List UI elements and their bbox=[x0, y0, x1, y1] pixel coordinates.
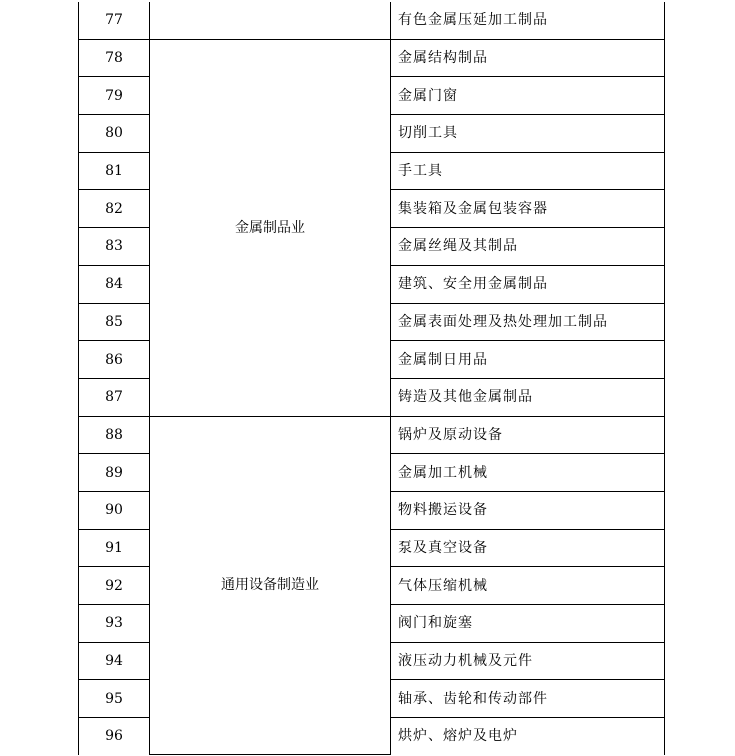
item-name: 气体压缩机械 bbox=[391, 567, 665, 605]
table-row bbox=[79, 39, 665, 77]
table-row bbox=[79, 416, 665, 454]
item-name: 建筑、安全用金属制品 bbox=[391, 265, 665, 303]
item-name: 金属结构制品 bbox=[391, 39, 665, 77]
item-name: 金属丝绳及其制品 bbox=[391, 228, 665, 266]
row-number: 88 bbox=[79, 416, 150, 454]
row-number: 96 bbox=[79, 718, 150, 755]
row-number: 93 bbox=[79, 605, 150, 643]
item-name: 集装箱及金属包装容器 bbox=[391, 190, 665, 228]
row-number: 82 bbox=[79, 190, 150, 228]
item-name: 阀门和旋塞 bbox=[391, 605, 665, 643]
item-name: 烘炉、熔炉及电炉 bbox=[391, 718, 665, 755]
item-name: 金属表面处理及热处理加工制品 bbox=[391, 303, 665, 341]
category-cell bbox=[150, 2, 391, 39]
row-number: 90 bbox=[79, 491, 150, 529]
category-cell: 金属制品业 bbox=[150, 39, 391, 416]
row-number: 81 bbox=[79, 152, 150, 190]
row-number: 94 bbox=[79, 642, 150, 680]
item-name: 切削工具 bbox=[391, 115, 665, 153]
item-name: 锅炉及原动设备 bbox=[391, 416, 665, 454]
row-number: 84 bbox=[79, 265, 150, 303]
row-number: 89 bbox=[79, 454, 150, 492]
product-table bbox=[78, 2, 665, 755]
row-number: 80 bbox=[79, 115, 150, 153]
item-name: 手工具 bbox=[391, 152, 665, 190]
row-number: 95 bbox=[79, 680, 150, 718]
category-cell: 通用设备制造业 bbox=[150, 416, 391, 755]
item-name: 金属制日用品 bbox=[391, 341, 665, 379]
row-number: 91 bbox=[79, 529, 150, 567]
row-number: 77 bbox=[79, 2, 150, 39]
item-name: 泵及真空设备 bbox=[391, 529, 665, 567]
item-name: 有色金属压延加工制品 bbox=[391, 2, 665, 39]
row-number: 85 bbox=[79, 303, 150, 341]
row-number: 78 bbox=[79, 39, 150, 77]
item-name: 金属加工机械 bbox=[391, 454, 665, 492]
item-name: 液压动力机械及元件 bbox=[391, 642, 665, 680]
row-number: 87 bbox=[79, 378, 150, 416]
row-number: 86 bbox=[79, 341, 150, 379]
table-body bbox=[79, 2, 665, 755]
table-row bbox=[79, 2, 665, 39]
item-name: 物料搬运设备 bbox=[391, 491, 665, 529]
row-number: 92 bbox=[79, 567, 150, 605]
item-name: 轴承、齿轮和传动部件 bbox=[391, 680, 665, 718]
row-number: 83 bbox=[79, 228, 150, 266]
row-number: 79 bbox=[79, 77, 150, 115]
item-name: 金属门窗 bbox=[391, 77, 665, 115]
item-name: 铸造及其他金属制品 bbox=[391, 378, 665, 416]
